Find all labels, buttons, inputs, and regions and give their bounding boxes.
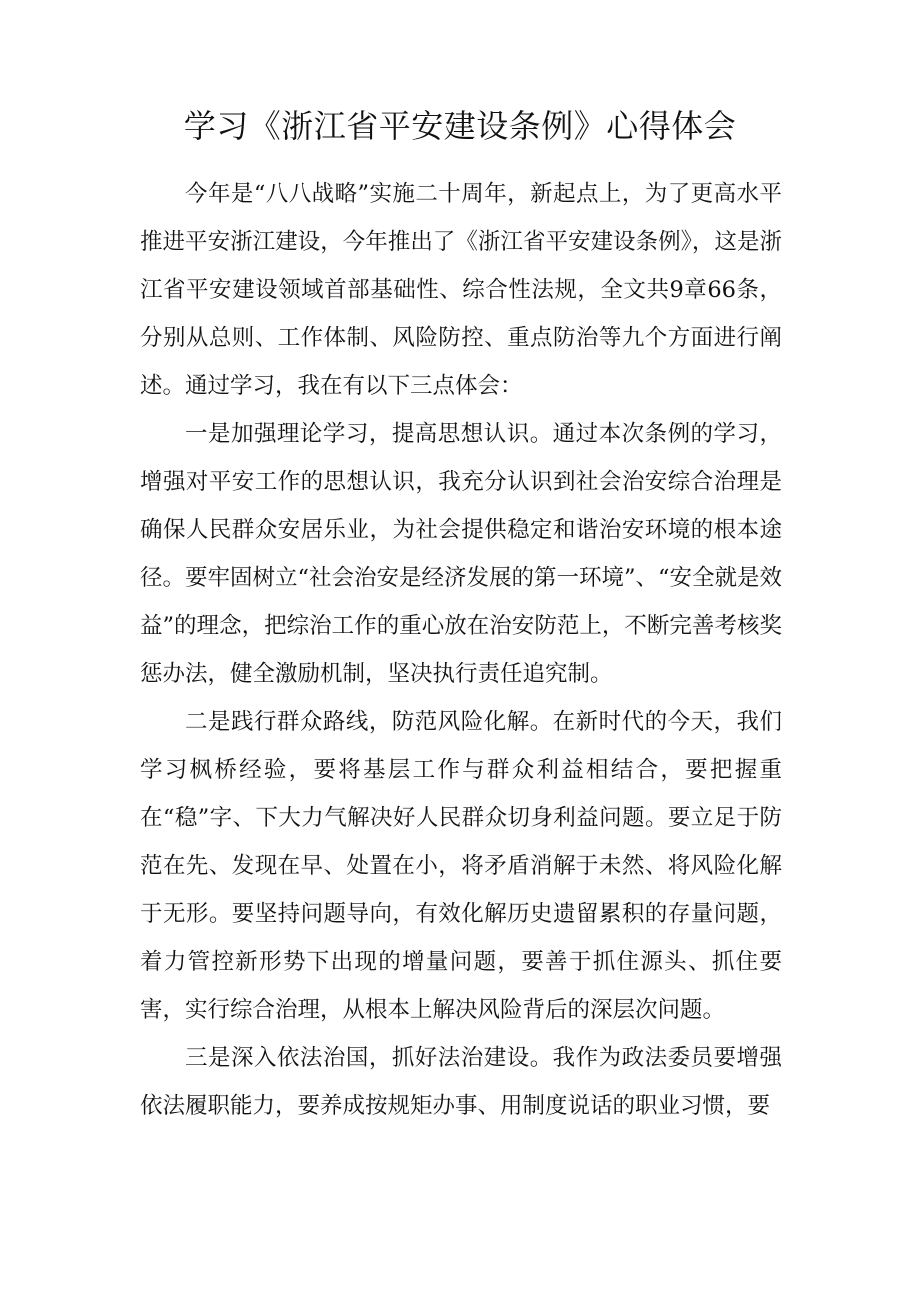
paragraph-intro: 今年是“八八战略”实施二十周年，新起点上，为了更高水平推进平安浙江建设，今年推出了《浙江省平安建设条例》，这是浙江省平安建设领域首部基础性、综合性法规，全文共9章66条，分别从总则、工作体制、风险防控、重点防治等九个方面进行阐述。通过学习，我在有以下三点体会：: [140, 181, 782, 399]
document-body: [140, 170, 782, 1130]
paragraph-point-three: 三是深入依法治国，抓好法治建设。我作为政法委员要增强依法履职能力，要养成按规矩办事、用制度说话的职业习惯，要: [140, 1045, 782, 1119]
document-title: 学习《浙江省平安建设条例》心得体会: [183, 107, 737, 145]
paragraph-point-one: 一是加强理论学习，提高思想认识。通过本次条例的学习，增强对平安工作的思想认识，我充分认识到社会治安综合治理是确保人民群众安居乐业，为社会提供稳定和谐治安环境的根本途径。要牢固树立“社会治安是经济发展的第一环境”、“安全就是效益”的理念，把综治工作的重心放在治安防范上，不断完善考核奖惩办法，健全激励机制，坚决执行责任追究制。: [140, 421, 783, 687]
paragraph-point-two: 二是践行群众路线，防范风险化解。在新时代的今天，我们学习枫桥经验，要将基层工作与群众利益相结合，要把握重在“稳”字、下大力气解决好人民群众切身利益问题。要立足于防范在先、发现在早、处置在小，将矛盾消解于未然、将风险化解于无形。要坚持问题导向，有效化解历史遗留累积的存量问题，着力管控新形势下出现的增量问题，要善于抓住源头、抓住要害，实行综合治理，从根本上解决风险背后的深层次问题。: [140, 709, 782, 1023]
